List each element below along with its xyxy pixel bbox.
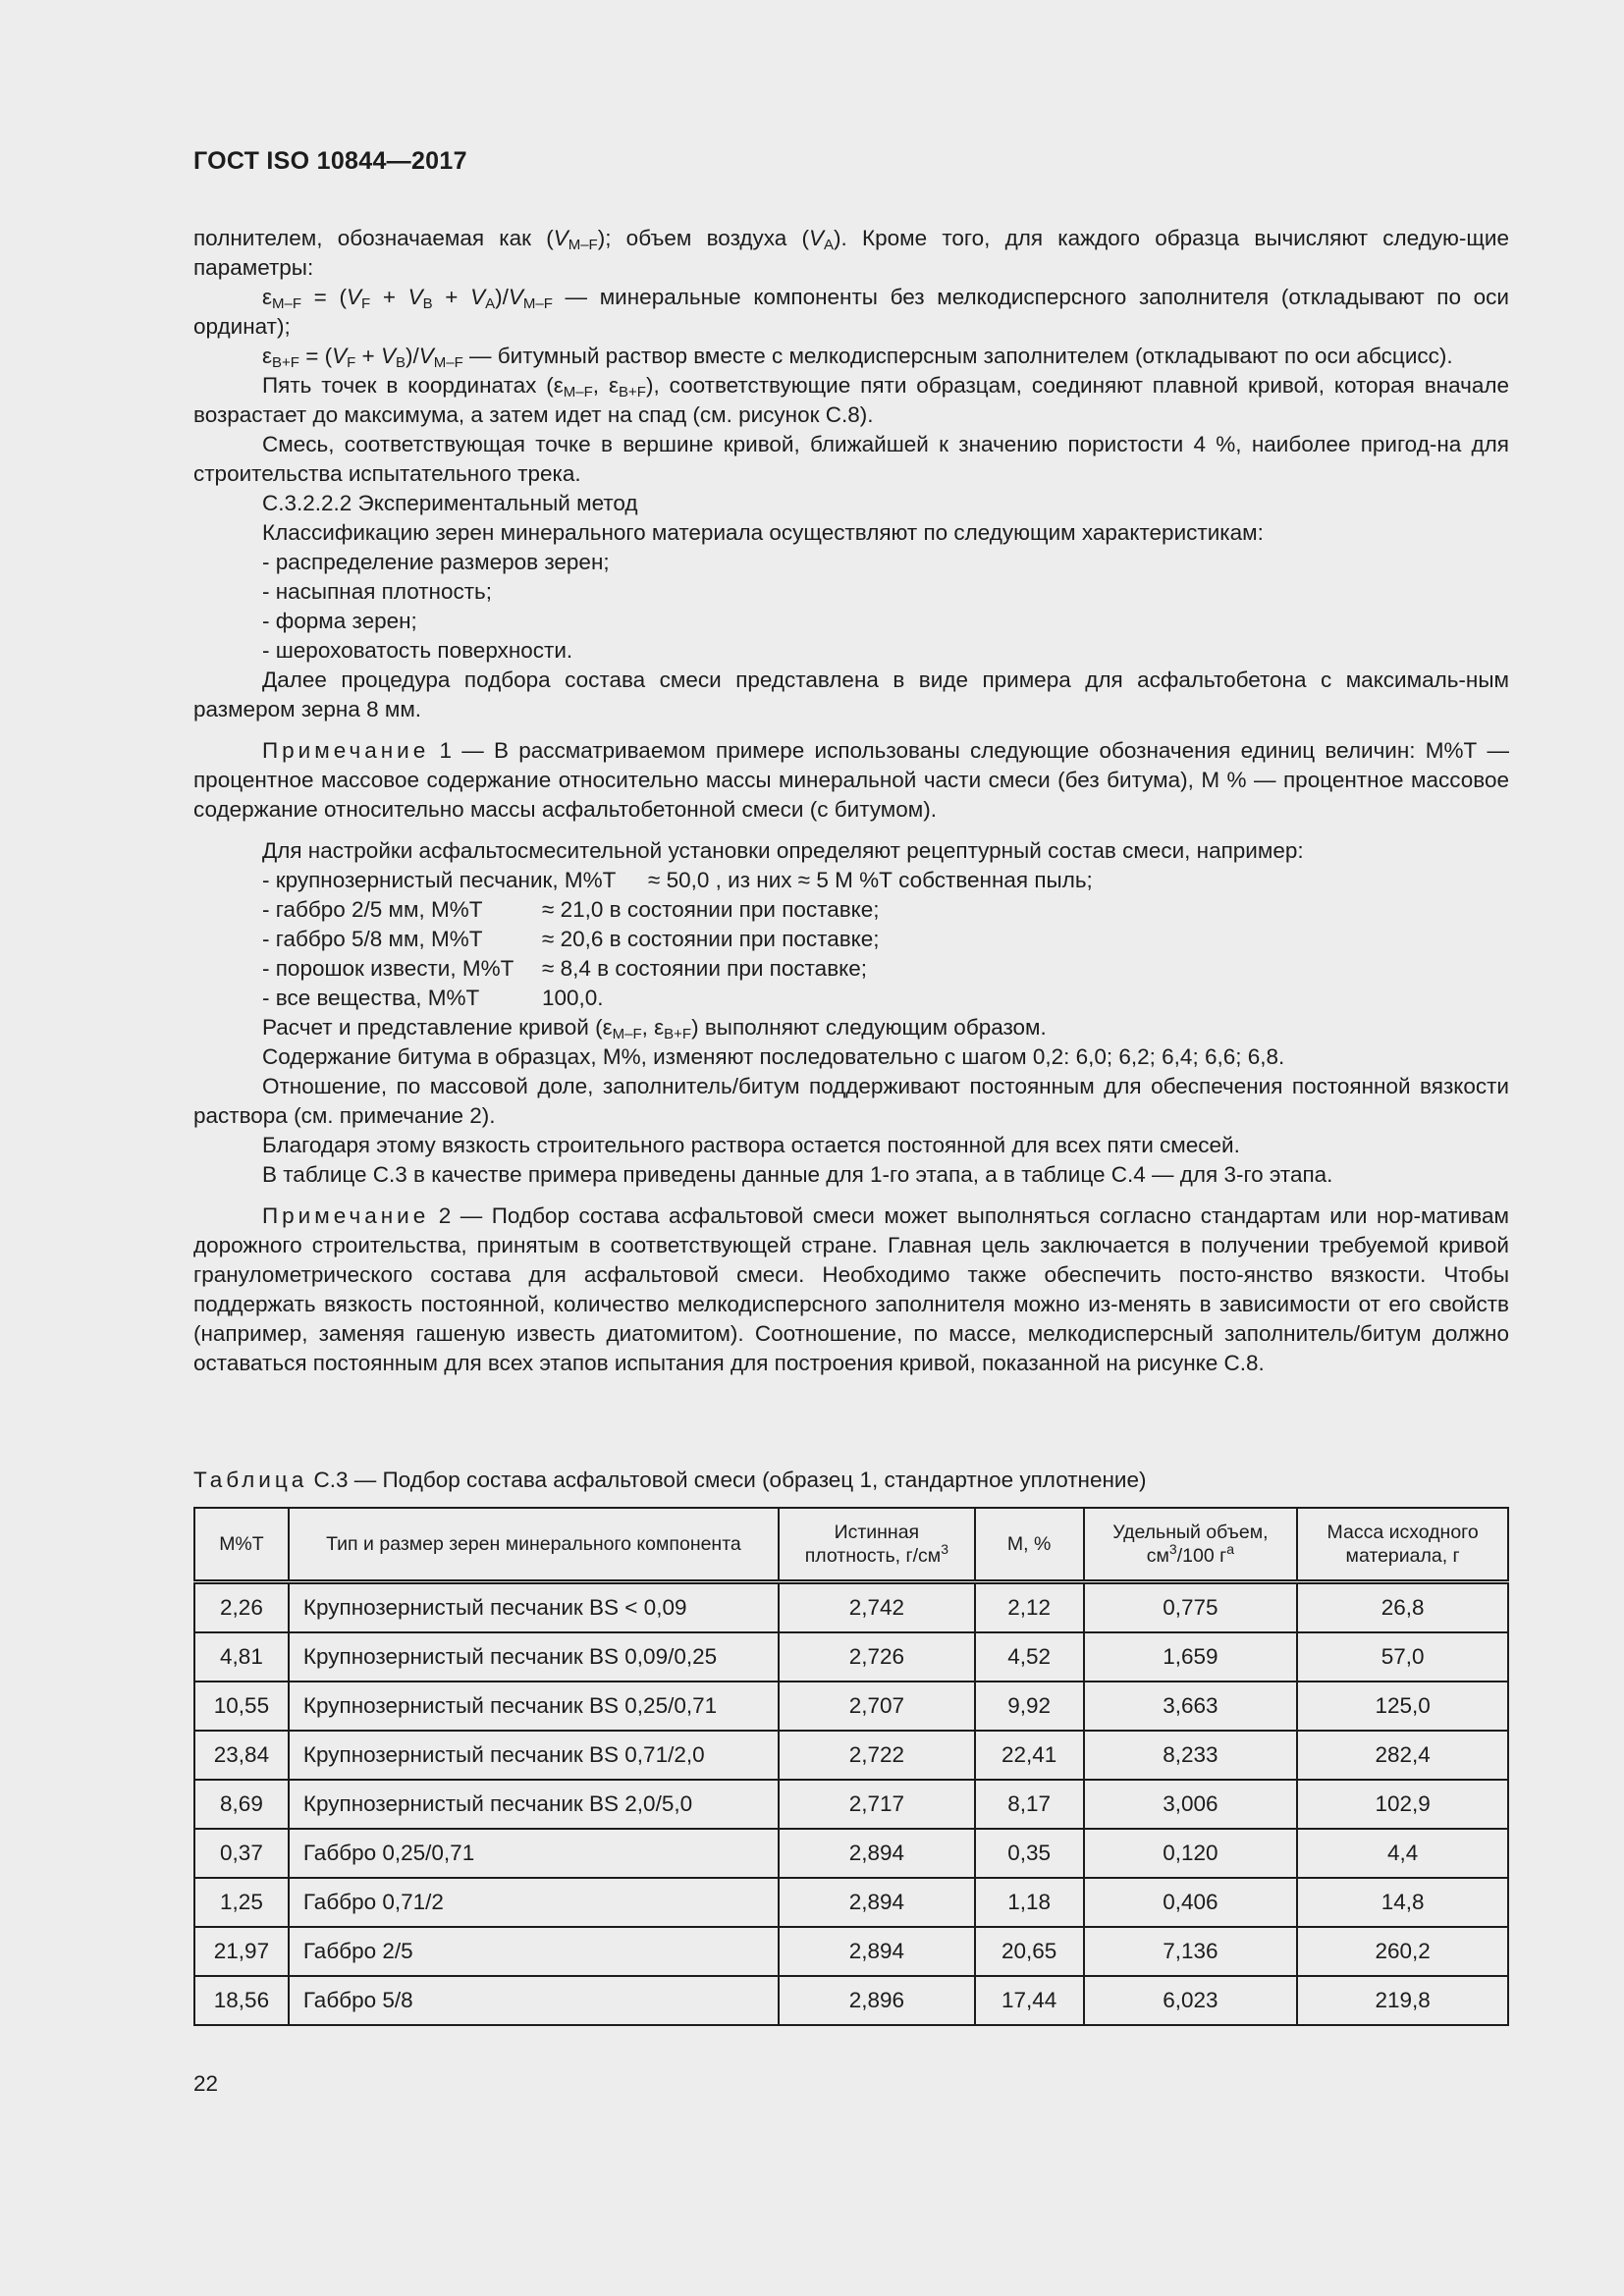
cell-density: 2,894	[779, 1927, 975, 1976]
cell-density: 2,722	[779, 1731, 975, 1780]
cell-volume: 7,136	[1084, 1927, 1298, 1976]
composition-table	[193, 1507, 1509, 2026]
note-2: Примечание 2 — Подбор состава асфальтовой смеси может выполняться согласно стандартам или нор-мативам дорожного строительства, принятым в соответствующей стране. Главная цель заключается в получении требуемой кривой гранулометрического состава для асфальтовой смеси. Необходимо также обеспечить посто-янство вязкости. Чтобы поддержать вязкость постоянной, количество мелкодисперсного заполнителя можно из-менять в зависимости от его свойств (например, заменяя гашеную известь диатомитом). Соотношение, по массе, мелкодисперсный заполнитель/битум должно оставаться постоянным для всех этапов испытания для построения кривой, показанной на рисунке С.8.	[193, 1203, 1509, 1375]
header-density: Истинная плотность, $г/см^3$	[779, 1508, 975, 1582]
cell-name: Крупнозернистый песчаник BS 0,25/0,71	[289, 1682, 779, 1731]
paragraph-table-ref: В таблице С.3 в качестве примера приведены данные для 1-го этапа, а в таблице С.4 — для 3-го этапа.	[262, 1162, 1333, 1187]
section-heading: С.3.2.2.2 Экспериментальный метод	[262, 491, 638, 515]
cell-volume: 0,406	[1084, 1878, 1298, 1927]
cell-mt: 1,25	[194, 1878, 289, 1927]
cell-m: 8,17	[975, 1780, 1084, 1829]
cell-name: Крупнозернистый песчаник BS 0,71/2,0	[289, 1731, 779, 1780]
cell-density: 2,717	[779, 1780, 975, 1829]
paragraph-ratio: Отношение, по массовой доле, заполнитель/битум поддерживают постоянным для обеспечения постоянной вязкости раствора (см. примечание 2).	[193, 1074, 1509, 1128]
list-item: - шероховатость поверхности.	[262, 638, 573, 663]
recipe-item: - габбро 5/8 мм, М%Т ≈ 20,6 в состоянии при поставке;	[262, 927, 880, 951]
table-header-row	[194, 1508, 1508, 1582]
paragraph-classification: Классификацию зерен минерального материала осуществляют по следующим характеристикам:	[262, 520, 1264, 545]
cell-density: 2,707	[779, 1682, 975, 1731]
cell-volume: 8,233	[1084, 1731, 1298, 1780]
cell-mass: 260,2	[1297, 1927, 1508, 1976]
paragraph-calc: Расчет и представление кривой ($\varepsilon_{M-F}$, $\varepsilon_{B+F}$) выполняют следующим образом.	[262, 1015, 1047, 1042]
cell-mt: 10,55	[194, 1682, 289, 1731]
cell-name: Крупнозернистый песчаник BS 2,0/5,0	[289, 1780, 779, 1829]
cell-m: 20,65	[975, 1927, 1084, 1976]
cell-m: 22,41	[975, 1731, 1084, 1780]
paragraph-further: Далее процедура подбора состава смеси представлена в виде примера для асфальтобетона с максималь-ным размером зерна 8 мм.	[193, 667, 1509, 721]
cell-mt: 23,84	[194, 1731, 289, 1780]
cell-name: Габбро 5/8	[289, 1976, 779, 2025]
cell-m: 0,35	[975, 1829, 1084, 1878]
cell-name: Габбро 2/5	[289, 1927, 779, 1976]
cell-name: Крупнозернистый песчаник BS 0,09/0,25	[289, 1632, 779, 1682]
cell-m: 17,44	[975, 1976, 1084, 2025]
cell-mt: 21,97	[194, 1927, 289, 1976]
recipe-item: - крупнозернистый песчаник, М%Т ≈ 50,0 , из них ≈ 5 М %Т собственная пыль;	[262, 868, 1093, 892]
cell-mass: 57,0	[1297, 1632, 1508, 1682]
page-number: 22	[193, 2071, 219, 2096]
table-row	[194, 1582, 1508, 1633]
list-item: - распределение размеров зерен;	[262, 550, 610, 574]
cell-volume: 0,775	[1084, 1582, 1298, 1633]
paragraph-filler: полнителем, обозначаемая как $(V_{M-F})$; объем воздуха $(V_A)$. Кроме того, для каждого образца вычисляют следую-щие параметры:	[193, 226, 1509, 280]
table-caption: Таблица С.3 — Подбор состава асфальтовой смеси (образец 1, стандартное уплотнение)	[193, 1468, 1147, 1492]
recipe-item: - габбро 2/5 мм, М%Т ≈ 21,0 в состоянии при поставке;	[262, 897, 880, 922]
paragraph-points: Пять точек в координатах ($\varepsilon_{M-F}$, $\varepsilon_{B+F}$), соответствующие пяти образцам, соединяют плавной кривой, которая вначале возрастает до максимума, а затем идет на спад (см. рисунок С.8).	[193, 373, 1509, 427]
cell-mass: 219,8	[1297, 1976, 1508, 2025]
cell-name: Габбро 0,25/0,71	[289, 1829, 779, 1878]
cell-mass: 102,9	[1297, 1780, 1508, 1829]
cell-volume: 3,663	[1084, 1682, 1298, 1731]
cell-mass: 125,0	[1297, 1682, 1508, 1731]
cell-m: 1,18	[975, 1878, 1084, 1927]
cell-density: 2,726	[779, 1632, 975, 1682]
cell-mt: 18,56	[194, 1976, 289, 2025]
cell-density: 2,894	[779, 1878, 975, 1927]
cell-mass: 14,8	[1297, 1878, 1508, 1927]
cell-m: 9,92	[975, 1682, 1084, 1731]
cell-density: 2,742	[779, 1582, 975, 1633]
cell-density: 2,894	[779, 1829, 975, 1878]
paragraph-setup: Для настройки асфальтосмесительной установки определяют рецептурный состав смеси, например:	[262, 838, 1304, 863]
header-mass: Масса исходного материала, г	[1297, 1508, 1508, 1582]
cell-mt: 4,81	[194, 1632, 289, 1682]
table-row	[194, 1927, 1508, 1976]
list-item: - насыпная плотность;	[262, 579, 493, 604]
paragraph-mix: Смесь, соответствующая точке в вершине кривой, ближайшей к значению пористости 4 %, наиболее пригод-на для строительства испытательного трека.	[193, 432, 1509, 486]
table-row	[194, 1829, 1508, 1878]
cell-volume: 1,659	[1084, 1632, 1298, 1682]
header-mt: М%Т	[194, 1508, 289, 1582]
body-text	[193, 224, 1509, 1378]
table-row	[194, 1780, 1508, 1829]
list-item: - форма зерен;	[262, 609, 417, 633]
table-row	[194, 1731, 1508, 1780]
header-type: Тип и размер зерен минерального компонента	[289, 1508, 779, 1582]
header-volume: Удельный объем, $см^3/100$ $г^a$	[1084, 1508, 1298, 1582]
note-1: Примечание 1 — В рассматриваемом примере использованы следующие обозначения единиц величин: М%Т — процентное массовое содержание относительно массы минеральной части смеси (без битума), М % — процентное массовое содержание относительно массы асфальтобетонной смеси (с битумом).	[193, 738, 1509, 822]
recipe-item: - порошок извести, М%Т ≈ 8,4 в состоянии при поставке;	[262, 956, 868, 981]
cell-volume: 3,006	[1084, 1780, 1298, 1829]
formula-mineral: $\varepsilon_{M-F} = (V_F + V_B + V_A)/V_{M-F}$ — минеральные компоненты без мелкодисперсного заполнителя (откладывают по оси ординат);	[193, 285, 1509, 339]
cell-mt: 8,69	[194, 1780, 289, 1829]
paragraph-bitumen: Содержание битума в образцах, М%, изменяют последовательно с шагом 0,2: 6,0; 6,2; 6,4; 6,6; 6,8.	[262, 1044, 1285, 1069]
cell-mt: 2,26	[194, 1582, 289, 1633]
document-header: ГОСТ ISO 10844—2017	[193, 147, 467, 175]
cell-mass: 282,4	[1297, 1731, 1508, 1780]
cell-m: 2,12	[975, 1582, 1084, 1633]
paragraph-thanks: Благодаря этому вязкость строительного раствора остается постоянной для всех пяти смесей.	[262, 1133, 1240, 1157]
header-m: М, %	[975, 1508, 1084, 1582]
cell-mass: 4,4	[1297, 1829, 1508, 1878]
cell-name: Крупнозернистый песчаник BS < 0,09	[289, 1582, 779, 1633]
cell-density: 2,896	[779, 1976, 975, 2025]
recipe-item: - все вещества, М%Т 100,0.	[262, 986, 604, 1010]
cell-name: Габбро 0,71/2	[289, 1878, 779, 1927]
table-row	[194, 1976, 1508, 2025]
formula-bitumen: $\varepsilon_{B+F} = (V_F + V_B)/V_{M-F}$ — битумный раствор вместе с мелкодисперсным заполнителем (откладывают по оси абсцисс).	[262, 344, 1453, 371]
cell-m: 4,52	[975, 1632, 1084, 1682]
table-row	[194, 1632, 1508, 1682]
cell-volume: 6,023	[1084, 1976, 1298, 2025]
cell-mass: 26,8	[1297, 1582, 1508, 1633]
table-row	[194, 1682, 1508, 1731]
cell-mt: 0,37	[194, 1829, 289, 1878]
table-row	[194, 1878, 1508, 1927]
cell-volume: 0,120	[1084, 1829, 1298, 1878]
